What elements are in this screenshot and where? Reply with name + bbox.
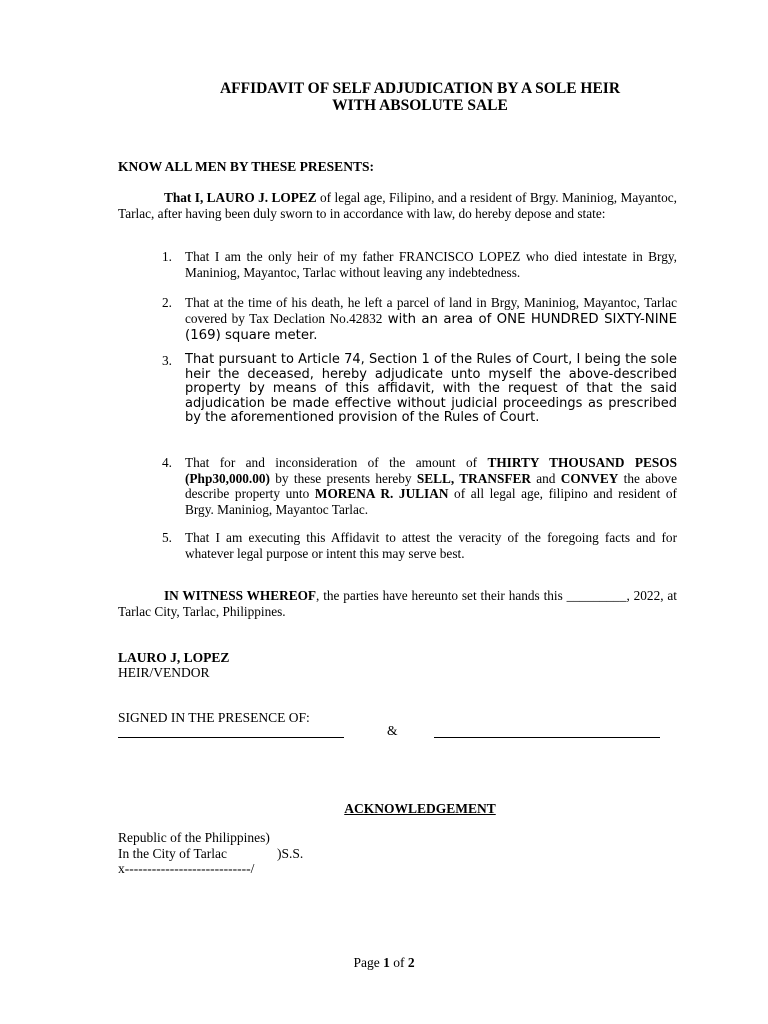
item-number: 4. (162, 455, 172, 470)
item-text: That I am executing this Affidavit to attest the veracity of the foregoing facts and for whatever legal purpose or intent this may serve best. (185, 530, 677, 561)
item-number: 1. (162, 249, 172, 264)
intro-paragraph (118, 190, 677, 222)
salutation: KNOW ALL MEN BY THESE PRESENTS: (118, 159, 374, 174)
item-number: 3. (162, 353, 172, 368)
item-text-part: That for and inconsideration of the amount of (185, 455, 488, 470)
sell-transfer-terms: SELL, TRANSFER (416, 470, 531, 486)
venue-line-3: x----------------------------/ (118, 861, 255, 876)
list-item (162, 353, 677, 426)
list-item (162, 455, 677, 517)
convey-term: CONVEY (560, 470, 619, 486)
item-text-part: and (530, 470, 561, 486)
item-text: That I am the only heir of my father FRANCISCO LOPEZ who died intestate in Brgy, Maniniog, Mayantoc, Tarlac without leaving any indebtedness. (185, 249, 677, 280)
venue-line-2 (118, 846, 304, 862)
signed-presence-label: SIGNED IN THE PRESENCE OF: (118, 710, 310, 725)
of-word: of (389, 955, 408, 970)
item-text: That pursuant to Article 74, Section 1 of the Rules of Court, I being the sole heir the deceased, hereby adjudicate unto myself the above-described property by means of this affidavit, with the request of that the said adjudication be made effective without judicial proceedings as prescribed by the aforementioned provision of the Rules of Court. (185, 352, 677, 425)
item-number: 5. (162, 530, 172, 545)
page-word: Page (353, 955, 384, 970)
venue-ss: )S.S. (277, 846, 304, 861)
current-page-number: 1 (383, 955, 390, 970)
document-title-line-1: AFFIDAVIT OF SELF ADJUDICATION BY A SOLE HEIR (219, 80, 621, 97)
venue-city: In the City of Tarlac (118, 846, 228, 861)
intro-text: of legal age, Filipino, and a resident of Brgy. Maniniog, Mayantoc, Tarlac, after having been duly sworn to in accordance with law, do hereby depose and state: (118, 190, 678, 221)
document-title-line-2: WITH ABSOLUTE SALE (332, 97, 508, 114)
vendee-name: MORENA R. JULIAN (314, 486, 449, 501)
ampersand: & (387, 723, 398, 738)
list-item (162, 249, 677, 280)
page-footer (0, 955, 768, 971)
item-text-part: by these presents hereby (269, 470, 417, 486)
total-page-number: 2 (407, 955, 415, 970)
witness-lead: IN WITNESS WHEREOF (164, 588, 317, 603)
item-text (185, 295, 677, 344)
item-number: 2. (162, 295, 172, 310)
item-text-serif: That at the time of his death, he left a parcel of land in Brgy, Maniniog, Mayantoc, Tarlac covered by Tax Declation No.42832 (185, 295, 677, 326)
witness-paragraph (118, 588, 677, 620)
signatory-name: LAURO J, LOPEZ (118, 650, 230, 665)
signatory-role: HEIR/VENDOR (118, 665, 210, 680)
acknowledgement-heading: ACKNOWLEDGEMENT (344, 801, 496, 816)
affiant-name-lead: That I, LAURO J. LOPEZ (164, 190, 317, 205)
item-text-part: of all legal age, filipino and resident of Brgy. Maniniog, Mayantoc Tarlac. (185, 486, 677, 517)
sale-amount: THIRTY THOUSAND PESOS (Php30,000.00) (185, 455, 677, 486)
item-text (185, 455, 677, 517)
witness-text: , the parties have hereunto set their hands this _________, 2022, at Tarlac City, Tarlac, Philippines. (118, 588, 677, 619)
list-item (162, 530, 677, 561)
item-text-part: the above describe property unto (185, 470, 677, 501)
list-item (162, 295, 677, 344)
venue-line-1: Republic of the Philippines) (118, 830, 270, 845)
witness-signature-line-left (118, 737, 344, 738)
witness-signature-line-right (434, 737, 660, 738)
item-text-sans: with an area of ONE HUNDRED SIXTY-NINE (169) square meter. (185, 311, 677, 343)
